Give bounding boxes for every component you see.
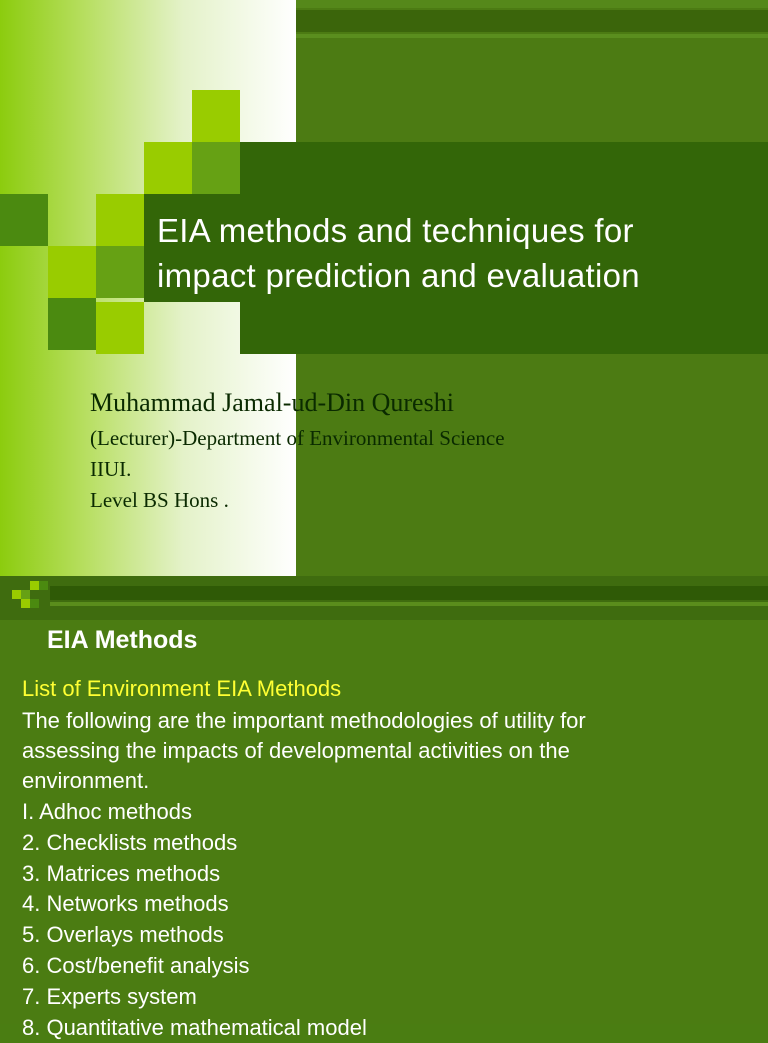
decor-square — [96, 302, 144, 354]
decor-square — [96, 194, 144, 246]
decor-dot — [30, 581, 39, 590]
slide-heading: EIA Methods — [47, 626, 198, 654]
decor-dot — [21, 599, 30, 608]
decor-square — [96, 246, 144, 298]
decor-dot — [21, 590, 30, 599]
list-item: 6. Cost/benefit analysis — [22, 952, 250, 978]
list-item: 7. Experts system — [22, 983, 197, 1009]
list-item: 4. Networks methods — [22, 891, 229, 917]
decor-square — [0, 194, 48, 246]
decor-square — [144, 142, 192, 194]
slide-title — [157, 208, 757, 298]
intro-text: The following are the important methodologies of utility for — [22, 708, 586, 733]
top-stripe — [296, 34, 768, 38]
slide-title-line: EIA methods and techniques for — [157, 212, 634, 249]
list-item: 3. Matrices methods — [22, 860, 221, 886]
department: (Lecturer)-Department of Environmental Science — [90, 426, 505, 450]
decor-square — [192, 90, 240, 142]
decor-square — [192, 142, 240, 194]
list-item: 2. Checklists methods — [22, 829, 238, 855]
decor-square — [48, 246, 96, 298]
list-item: 5. Overlays methods — [22, 922, 224, 948]
methods-slide — [0, 620, 768, 1040]
top-stripe — [296, 0, 768, 8]
institution: IIUI. — [90, 457, 132, 481]
author-name: Muhammad Jamal-ud-Din Qureshi — [90, 388, 454, 417]
slide-title-line: impact prediction and evaluation — [157, 257, 640, 294]
divider-stripe — [50, 602, 768, 606]
list-item: 8. Quantitative mathematical model — [22, 1014, 367, 1040]
decor-dot — [12, 590, 21, 599]
level: Level BS Hons . — [90, 488, 229, 512]
methods-list — [22, 797, 367, 1043]
intro-text: environment. — [22, 768, 150, 793]
slide-subheading: List of Environment EIA Methods — [22, 676, 342, 701]
top-stripe — [296, 10, 768, 32]
slide-divider — [0, 576, 768, 620]
divider-stripe — [50, 586, 768, 600]
decor-dot — [30, 599, 39, 608]
intro-text: assessing the impacts of developmental activities on the — [22, 738, 570, 763]
decor-dot — [39, 581, 48, 590]
list-item: I. Adhoc methods — [22, 799, 192, 824]
decor-square — [48, 298, 96, 350]
